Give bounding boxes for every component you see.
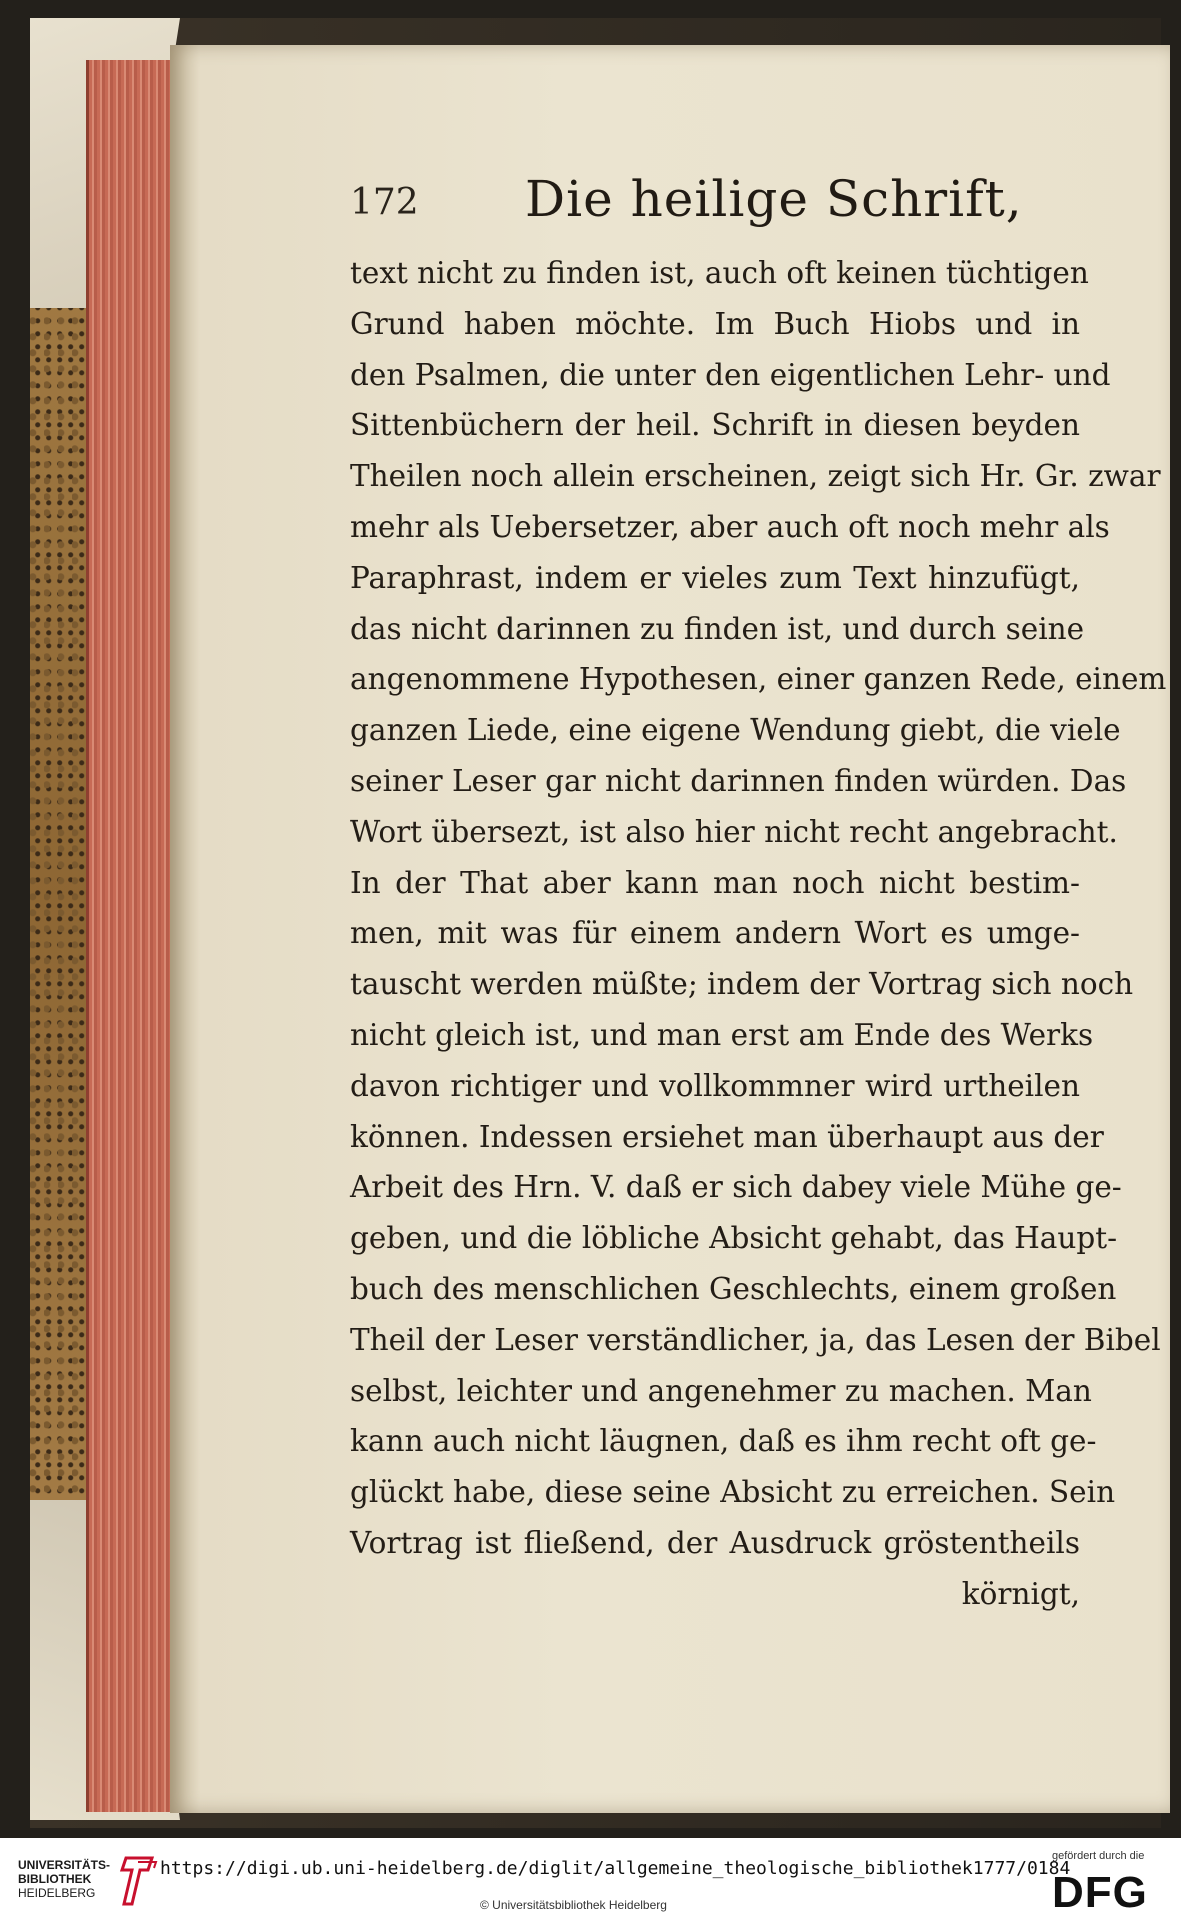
text-line: Grund haben möchte. Im Buch Hiobs und in bbox=[350, 306, 1080, 341]
text-line: kann auch nicht läugnen, daß es ihm recht oft ge- bbox=[350, 1424, 1097, 1459]
text-line: geben, und die löbliche Absicht gehabt, das Haupt- bbox=[350, 1221, 1118, 1256]
red-page-edges bbox=[86, 60, 181, 1812]
library-name-line1: UNIVERSITÄTS- bbox=[18, 1858, 111, 1872]
page-number: 172 bbox=[350, 182, 419, 223]
text-line: tauscht werden müßte; indem der Vortrag sich noch bbox=[350, 967, 1134, 1002]
text-line: ganzen Liede, eine eigene Wendung giebt, die viele bbox=[350, 713, 1121, 748]
viewer-footer bbox=[0, 1838, 1181, 1924]
text-line: text nicht zu finden ist, auch oft keinen tüchtigen bbox=[350, 256, 1089, 290]
text-line: Arbeit des Hrn. V. daß er sich dabey viele Mühe ge- bbox=[350, 1170, 1122, 1205]
text-line: men, mit was für einem andern Wort es umge- bbox=[350, 916, 1080, 951]
text-line: glückt habe, diese seine Absicht zu erreichen. Sein bbox=[350, 1475, 1116, 1510]
marbled-cover-paper bbox=[30, 300, 90, 1500]
text-line: Wort übersezt, ist also hier nicht recht angebracht. bbox=[350, 814, 1118, 849]
library-logo-icon bbox=[118, 1852, 160, 1910]
text-line: angenommene Hypothesen, einer ganzen Rede, einem bbox=[350, 662, 1167, 697]
permalink-url[interactable]: https://digi.ub.uni-heidelberg.de/diglit/allgemeine_theologische_bibliothek1777/0184 bbox=[160, 1858, 1071, 1879]
text-line: davon richtiger und vollkommner wird urtheilen bbox=[350, 1068, 1080, 1103]
text-line: den Psalmen, die unter den eigentlichen Lehr- und bbox=[350, 357, 1111, 392]
text-line: können. Indessen ersiehet man überhaupt aus der bbox=[350, 1119, 1104, 1154]
text-line: Paraphrast, indem er vieles zum Text hinzufügt, bbox=[350, 560, 1080, 595]
library-name-line3: HEIDELBERG bbox=[18, 1886, 96, 1900]
dfg-logo: DFG bbox=[1052, 1868, 1148, 1917]
library-name-line2: BIBLIOTHEK bbox=[18, 1872, 92, 1886]
library-name bbox=[18, 1858, 110, 1900]
text-line: mehr als Uebersetzer, aber auch oft noch mehr als bbox=[350, 509, 1110, 544]
text-line: Theil der Leser verständlicher, ja, das Lesen der Bibel bbox=[350, 1322, 1161, 1357]
text-line: Vortrag ist fließend, der Ausdruck gröstentheils bbox=[350, 1525, 1080, 1560]
text-line: In der That aber kann man noch nicht bestim- bbox=[350, 865, 1080, 900]
running-head: Die heilige Schrift, bbox=[525, 170, 1023, 228]
text-line: selbst, leichter und angenehmer zu machen. Man bbox=[350, 1373, 1092, 1408]
page-body bbox=[350, 248, 1167, 1620]
text-line: seiner Leser gar nicht darinnen finden würden. Das bbox=[350, 763, 1127, 798]
copyright-notice: © Universitätsbibliothek Heidelberg bbox=[480, 1898, 667, 1912]
catchword: körnigt, bbox=[961, 1576, 1080, 1611]
text-line: Sittenbüchern der heil. Schrift in diesen beyden bbox=[350, 408, 1080, 443]
text-line: buch des menschlichen Geschlechts, einem großen bbox=[350, 1271, 1117, 1306]
text-line: Theilen noch allein erscheinen, zeigt sich Hr. Gr. zwar bbox=[350, 459, 1161, 494]
funded-by-label: gefördert durch die bbox=[1052, 1850, 1145, 1862]
page-header bbox=[350, 170, 1070, 240]
text-line: nicht gleich ist, und man erst am Ende des Werks bbox=[350, 1017, 1094, 1052]
text-line: das nicht darinnen zu finden ist, und durch seine bbox=[350, 611, 1085, 646]
